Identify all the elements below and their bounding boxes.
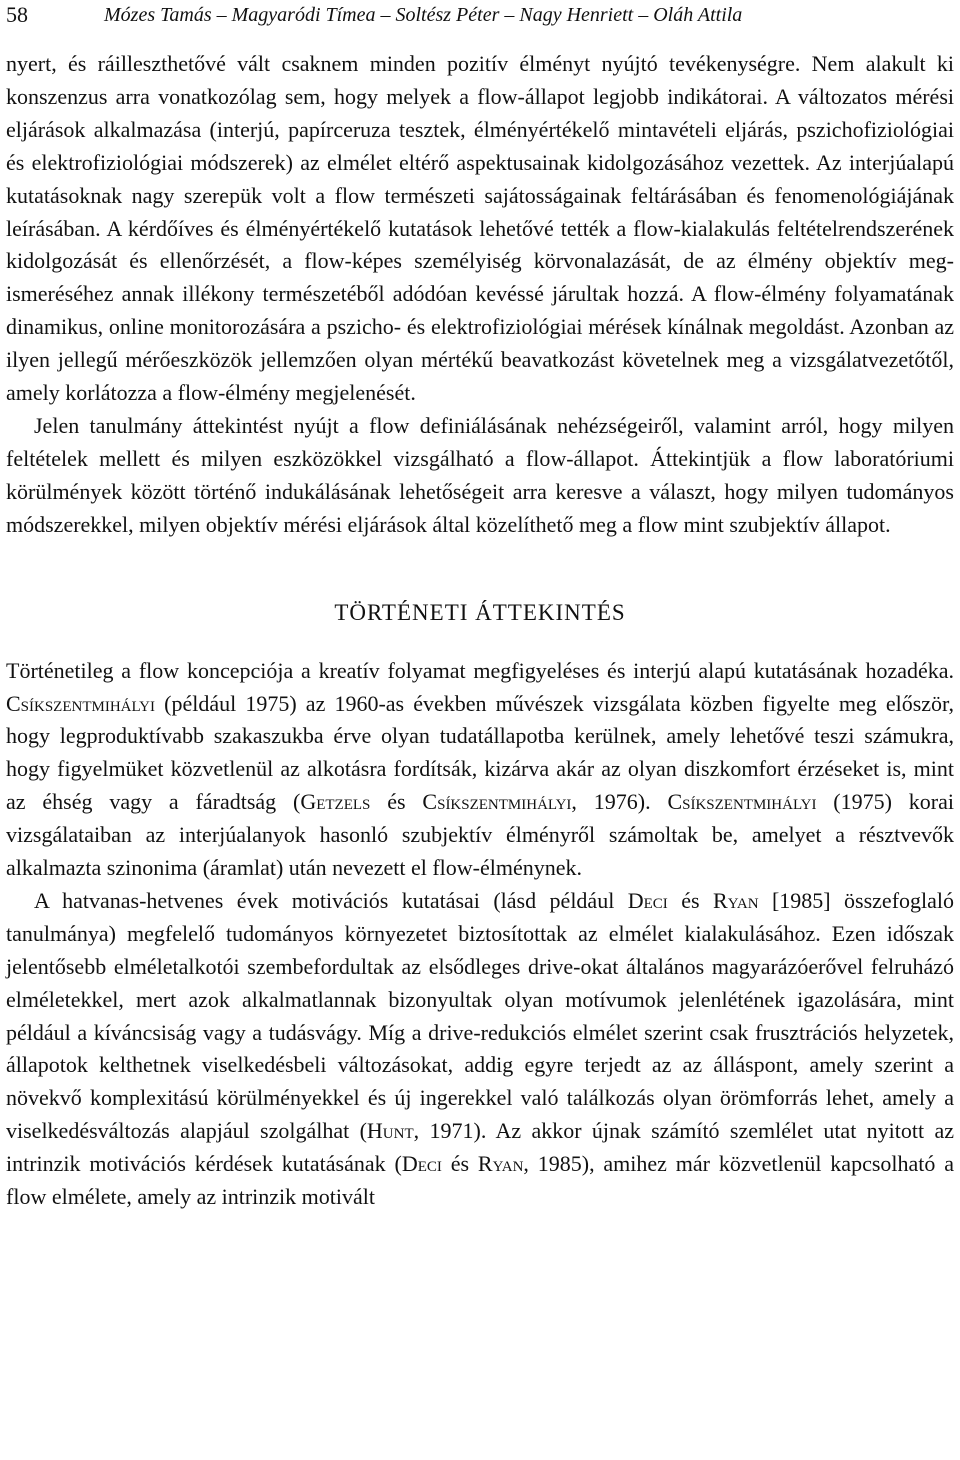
paragraph-3-text-a: Történetileg a flow koncepciója a kreatív folyamat megfigyeléses és interjú alapú kutatásának hozadéka. [6, 657, 954, 683]
author-citation: Getzels [300, 789, 371, 815]
body-text [6, 48, 954, 1214]
running-header [6, 0, 956, 30]
author-citation: Ryan [713, 887, 759, 913]
paragraph-3-text-c: és [370, 789, 423, 815]
paragraph-4-text-f: , 1985), amihez már közvetlenül kapcsolható a flow elmélete, amely az intrinzik motivált [6, 1151, 954, 1210]
paragraph-4-text-b: és [667, 887, 714, 913]
paragraph-4-text-a: A hatvanas-hetvenes évek motivációs kutatásai (lásd például [34, 887, 628, 913]
running-header-authors: Mózes Tamás – Magyaródi Tímea – Soltész Péter – Nagy Henriett – Oláh Attila [104, 4, 743, 26]
author-citation: Csíkszentmihályi [422, 789, 572, 815]
paragraph-2: Jelen tanulmány áttekintést nyújt a flow definiálásának nehézségeiről, valamint arról, hogy milyen feltételek mellett és milyen eszközökkel vizsgálható a flow-állapot. Áttekintjük a flow laboratóriumi körülmények között történő indukálásának lehetőségeit arra keresve a választ, hogy milyen tudományos módszerekkel, milyen objektív mérési eljárások által közelíthető meg a flow mint szubjektív állapot. [6, 412, 954, 537]
paragraph-4-text-e: és [441, 1151, 478, 1177]
paragraph-3-text-b: (például 1975) az 1960-as években művészek vizsgálata közben figyelte meg először, hogy legproduktívabb szakaszukba érve olyan tudatállapotba kerülnek, amely lehetővé teszi számukra, hogy figyelmüket közvetlenül az alkotásra fordítsák, kizárva akár az olyan diszkomfort érzéseket is, mint az éhség vagy a fáradtság ( [6, 690, 954, 815]
paragraph-3-text-e: (1975) korai vizsgálataiban az interjúalanyok hasonló szubjektív élményről számoltak be, amelyet a résztvevők alkalmazta szinonima (áramlat) után nevezett el flow-élménynek. [6, 789, 955, 881]
paragraph-1: nyert, és ráilleszthetővé vált csaknem minden pozitív élményt nyújtó tevékenységre. Nem alakult ki konszenzus arra vonatkozólag sem, hogy melyek a flow-állapot legjobb indikátorai. A változatos mérési eljárások alkalmazása (interjú, papírceruza tesztek, élményértékelő mintavételi eljárás, pszichofiziológiai és elektrofiziológiai módszerek) az elmélet eltérő aspektusainak kidolgozásához vezettek. Az interjúalapú kutatásoknak nagy szerepük volt a flow természeti sajátosságainak feltárásában és fenomenológiájának leírásában. A kérdőíves és élményértékelő kutatások lehetővé tették a flow-kialakulás feltételrendszerének kidolgozását és ellenőrzését, a flow-képes személyiség körvonalazását, de az élmény objektív megismeréséhez annak illékony természetéből adódóan kevéssé járultak hozzá. A flow-élmény folyamatának dinamikus, online monitorozására a pszicho- és elektrofiziológiai mérések kínálnak megoldást. Azonban az ilyen jellegű mérőeszközök jellemzően olyan mértékű beavatkozást követelnek meg a vizsgálatvezetőtől, amely korlátozza a flow-élmény megjelenését. [6, 51, 954, 406]
paragraph-3 [6, 655, 954, 885]
paragraph-4 [6, 885, 954, 1214]
paragraph-4-text-c: [1985] összefoglaló tanulmánya) megfelelő tudományos környezetet biztosítottak az elmélet kialakulásához. Ezen időszak jelentősebb elméletalkotói szembefordultak az elsődleges drive-okat általános magyarázóerővel felruházó elméletekkel, mert azok alkalmatlannak bizonyultak olyan motívumok jelenlétének igazolására, mint például a kíváncsiság vagy a tudásvágy. Míg a drive-redukciós elmélet szerint csak frusztrációs helyzetek, állapotok kelthetnek viselkedésbeli változásokat, addig egyre terjedt az az álláspont, amely szerint a növekvő komplexitású körülményekkel és új ingerekkel való találkozás olyan örömforrás lehet, amely a viselkedésváltozás alapjául szolgálhat ( [6, 887, 955, 1144]
paragraph-3-text-d: , 1976). [571, 789, 668, 815]
paragraph-4-text-d: , 1971). Az akkor újnak számító szemlélet utat nyitott az intrinzik motivációs kérdések kutatásának ( [6, 1118, 954, 1177]
author-citation: Hunt [366, 1118, 414, 1144]
author-citation: Csíkszentmihályi [6, 690, 155, 716]
author-citation: Ryan [477, 1151, 524, 1177]
author-citation: Deci [627, 887, 668, 913]
author-citation: Csíkszentmihályi [667, 789, 817, 815]
author-citation: Deci [401, 1151, 442, 1177]
page-number: 58 [6, 2, 28, 27]
section-heading: TÖRTÉNETI ÁTTEKINTÉS [334, 599, 626, 625]
